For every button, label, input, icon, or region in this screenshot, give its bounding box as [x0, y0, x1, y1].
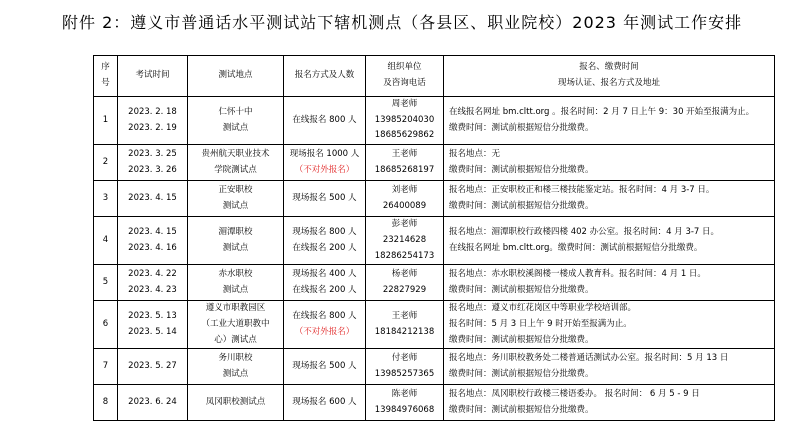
- not-public-note: （不对外报名）: [294, 164, 355, 175]
- cell-exam-time: [118, 181, 188, 217]
- cell-method: [284, 217, 366, 265]
- contact-line: 13985257365: [374, 368, 435, 379]
- cell-contact: [366, 145, 444, 181]
- site-line: 赤水职校: [218, 269, 253, 280]
- site-line: 测试点: [222, 200, 249, 211]
- table-header-row: [94, 56, 775, 97]
- info-line: 缴费时间：测试前根据短信分批缴费。: [449, 284, 594, 295]
- cell-registration-info: [444, 301, 775, 349]
- cell-contact: [366, 181, 444, 217]
- cell-method: [284, 385, 366, 421]
- site-line: 贵州航天职业技术: [201, 148, 270, 159]
- cell-method: [284, 97, 366, 145]
- contact-line: 18685629862: [374, 130, 435, 141]
- info-line: 缴费时间：测试前根据短信分批缴费。: [449, 368, 594, 379]
- info-line: 报名地点：遵义市红花岗区中等职业学校培训部。: [449, 303, 637, 314]
- document-title: 附件 2：遵义市普通话水平测试站下辖机测点（各县区、职业院校）2023 年测试工作安排: [62, 13, 743, 32]
- info-line: 报名时间：5 月 3 日上午 9 时开始至报满为止。: [449, 319, 632, 330]
- exam-date: 2023. 2. 18: [128, 106, 177, 117]
- header-no: 序 号: [94, 56, 118, 97]
- contact-line: 杨老师: [391, 269, 418, 280]
- cell-method: [284, 301, 366, 349]
- contact-line: 18286254173: [374, 250, 435, 261]
- info-line: 报名地点：湄潭职校行政楼四楼 402 办公室。报名时间：4 月 3-7 日。: [449, 227, 720, 238]
- header-info: 报名、缴费时间 现场认证、报名方式及地址: [444, 56, 775, 97]
- cell-test-site: [188, 301, 284, 349]
- cell-exam-time: [118, 97, 188, 145]
- info-line: 报名地点：凤冈职校行政楼三楼语委办。 报名时间： 6 月 5 - 9 日: [449, 389, 700, 400]
- info-line: 报名地点：务川职校教务处二楼普通话测试办公室。报名时间：5 月 13 日: [449, 353, 729, 364]
- cell-test-site: [188, 145, 284, 181]
- contact-line: 刘老师: [391, 184, 418, 195]
- info-line: 报名地点：赤水职校溪阁楼一楼成人教育科。报名时间：4 月 1 日。: [449, 269, 706, 280]
- method-line: 现场报名 800 人: [292, 227, 357, 238]
- cell-registration-info: [444, 145, 775, 181]
- cell-no: 2: [94, 145, 118, 181]
- cell-no: 5: [94, 265, 118, 301]
- cell-registration-info: [444, 385, 775, 421]
- contact-line: 王老师: [391, 311, 418, 322]
- cell-no: 8: [94, 385, 118, 421]
- table-row: [94, 265, 775, 301]
- info-line: 缴费时间：测试前根据短信分批缴费。: [449, 200, 594, 211]
- cell-no: 4: [94, 217, 118, 265]
- table-row: [94, 145, 775, 181]
- cell-registration-info: [444, 265, 775, 301]
- exam-date: 2023. 5. 27: [128, 361, 177, 372]
- cell-method: [284, 181, 366, 217]
- info-line: 缴费时间：测试前根据短信分批缴费。: [449, 122, 594, 133]
- contact-line: 13984976068: [374, 404, 435, 415]
- contact-line: 13985204030: [374, 114, 435, 125]
- contact-line: 22827929: [382, 284, 427, 295]
- site-line: 心）测试点: [214, 334, 257, 345]
- site-line: 正安职校: [218, 184, 253, 195]
- table-row: [94, 349, 775, 385]
- site-line: 测试点: [222, 284, 249, 295]
- contact-line: 付老师: [391, 353, 418, 364]
- table-body: [94, 97, 775, 421]
- contact-line: 陈老师: [391, 389, 418, 400]
- site-line: 凤冈职校测试点: [205, 397, 266, 408]
- cell-contact: [366, 265, 444, 301]
- site-line: 仁怀十中: [218, 106, 253, 117]
- cell-contact: [366, 385, 444, 421]
- cell-exam-time: [118, 301, 188, 349]
- info-line: 在线报名网址 bm.cltt.org 。报名时间：2 月 7 日上午 9：30 开始至报满为止。: [449, 106, 755, 117]
- schedule-table: [93, 55, 775, 421]
- method-line: 现场报名 500 人: [292, 192, 357, 203]
- contact-line: 23214628: [382, 234, 427, 245]
- table-row: [94, 97, 775, 145]
- header-time: 考试时间: [118, 56, 188, 97]
- site-line: （工业大道职教中: [201, 319, 270, 330]
- cell-test-site: [188, 265, 284, 301]
- exam-date: 2023. 4. 16: [128, 242, 177, 253]
- info-line: 报名地点：无: [449, 148, 501, 159]
- site-line: 测试点: [222, 122, 249, 133]
- cell-exam-time: [118, 145, 188, 181]
- method-line: 在线报名 800 人: [292, 114, 357, 125]
- cell-exam-time: [118, 217, 188, 265]
- table-row: [94, 301, 775, 349]
- exam-date: 2023. 4. 15: [128, 227, 177, 238]
- info-line: 在线报名网址 bm.cltt.org。缴费时间：测试前根据短信分批缴费。: [449, 242, 703, 253]
- cell-method: [284, 145, 366, 181]
- site-line: 务川职校: [218, 353, 253, 364]
- exam-date: 2023. 6. 24: [128, 397, 177, 408]
- cell-method: [284, 349, 366, 385]
- contact-line: 18184212138: [374, 326, 435, 337]
- cell-test-site: [188, 385, 284, 421]
- exam-date: 2023. 5. 14: [128, 326, 177, 337]
- cell-registration-info: [444, 217, 775, 265]
- cell-contact: [366, 97, 444, 145]
- table-row: [94, 217, 775, 265]
- not-public-note: （不对外报名）: [294, 326, 355, 337]
- cell-method: [284, 265, 366, 301]
- cell-registration-info: [444, 97, 775, 145]
- table-row: [94, 181, 775, 217]
- cell-contact: [366, 217, 444, 265]
- header-method: 报名方式及人数: [284, 56, 366, 97]
- cell-exam-time: [118, 385, 188, 421]
- table-row: [94, 385, 775, 421]
- exam-date: 2023. 4. 15: [128, 192, 177, 203]
- exam-date: 2023. 3. 25: [128, 148, 177, 159]
- contact-line: 彭老师: [391, 219, 418, 230]
- cell-test-site: [188, 181, 284, 217]
- cell-contact: [366, 301, 444, 349]
- method-line: 现场报名 400 人: [292, 269, 357, 280]
- contact-line: 周老师: [391, 99, 418, 109]
- header-site: 测试地点: [188, 56, 284, 97]
- method-line: 在线报名 200 人: [292, 242, 357, 253]
- site-line: 学院测试点: [214, 164, 257, 175]
- cell-no: 6: [94, 301, 118, 349]
- cell-exam-time: [118, 265, 188, 301]
- cell-registration-info: [444, 349, 775, 385]
- cell-registration-info: [444, 181, 775, 217]
- header-org: 组织单位 及咨询电话: [366, 56, 444, 97]
- exam-date: 2023. 4. 23: [128, 284, 177, 295]
- info-line: 缴费时间：测试前根据短信分批缴费。: [449, 334, 594, 345]
- cell-no: 3: [94, 181, 118, 217]
- method-line: 在线报名 800 人: [292, 311, 357, 322]
- info-line: 报名地点：正安职校正和楼三楼技能鉴定站。报名时间：4 月 3-7 日。: [449, 184, 715, 195]
- exam-date: 2023. 3. 26: [128, 164, 177, 175]
- method-line: 现场报名 500 人: [292, 361, 357, 372]
- cell-test-site: [188, 97, 284, 145]
- method-line: 现场报名 600 人: [292, 397, 357, 408]
- site-line: 测试点: [222, 368, 249, 379]
- exam-date: 2023. 2. 19: [128, 122, 177, 133]
- cell-no: 1: [94, 97, 118, 145]
- site-line: 遵义市职教园区: [205, 303, 266, 314]
- contact-line: 26400089: [382, 200, 427, 211]
- contact-line: 18685268197: [374, 164, 435, 175]
- contact-line: 王老师: [391, 148, 418, 159]
- method-line: 现场报名 1000 人: [289, 148, 360, 159]
- exam-date: 2023. 4. 22: [128, 269, 177, 280]
- info-line: 缴费时间：测试前根据短信分批缴费。: [449, 404, 594, 415]
- cell-test-site: [188, 349, 284, 385]
- site-line: 湄潭职校: [218, 227, 253, 238]
- cell-contact: [366, 349, 444, 385]
- cell-no: 7: [94, 349, 118, 385]
- method-line: 在线报名 200 人: [292, 284, 357, 295]
- exam-date: 2023. 5. 13: [128, 311, 177, 322]
- site-line: 测试点: [222, 242, 249, 253]
- info-line: 缴费时间：测试前根据短信分批缴费。: [449, 164, 594, 175]
- cell-exam-time: [118, 349, 188, 385]
- cell-test-site: [188, 217, 284, 265]
